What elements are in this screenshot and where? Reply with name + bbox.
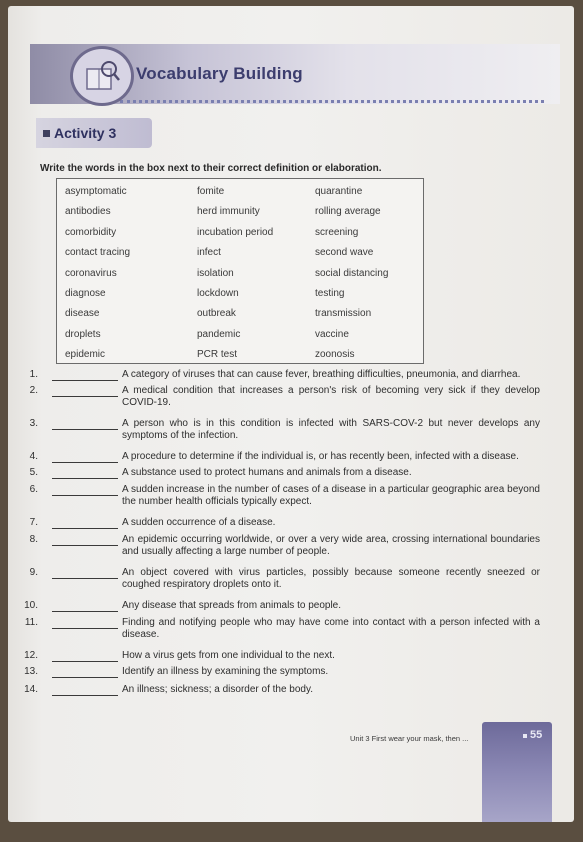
answer-blank[interactable] <box>52 396 118 397</box>
word-box-term: vaccine <box>315 328 349 340</box>
definition-text: How a virus gets from one individual to the next. <box>122 650 335 661</box>
word-box-term: isolation <box>197 267 234 279</box>
definition-text: An illness; sickness; a disorder of the body. <box>122 684 314 695</box>
word-box-term: lockdown <box>197 288 239 299</box>
word-box-term: second wave <box>315 247 374 259</box>
word-box-term: disease <box>65 308 100 320</box>
word-box-term: rolling average <box>315 206 381 218</box>
word-box-term: comorbidity <box>65 226 117 238</box>
word-box-term: infect <box>197 247 221 259</box>
word-box-term: contact tracing <box>65 247 131 259</box>
item-number: 7. <box>29 517 38 528</box>
page-number: 55 <box>530 729 543 741</box>
page-title: Vocabulary Building <box>136 64 303 83</box>
magnifier-book-icon <box>70 46 134 106</box>
answer-blank[interactable] <box>52 429 118 430</box>
answer-blank[interactable] <box>52 677 118 678</box>
definition-text: Finding and notifying people who may have come into contact with a person infected with a disease. <box>122 617 540 640</box>
item-number: 10. <box>24 600 38 611</box>
item-number: 14. <box>24 684 38 695</box>
word-box-term: droplets <box>65 328 101 340</box>
textbook-page <box>8 6 574 822</box>
definition-text: Identify an illness by examining the symptoms. <box>122 666 329 677</box>
answer-blank[interactable] <box>52 462 118 463</box>
activity-tab <box>36 118 152 148</box>
word-box-term: zoonosis <box>315 349 355 361</box>
definition-text: An object covered with virus particles, possibly because someone recently sneezed or coughed respiratory droplets onto it. <box>122 567 540 590</box>
item-number: 8. <box>29 534 38 545</box>
answer-blank[interactable] <box>52 578 118 579</box>
item-number: 12. <box>24 650 38 661</box>
word-box-term: herd immunity <box>197 206 260 218</box>
definition-text: A substance used to protect humans and animals from a disease. <box>122 467 412 478</box>
definition-text: A medical condition that increases a person's risk of becoming very sick if they develop COVID-19. <box>122 385 540 408</box>
square-bullet-icon <box>43 130 50 137</box>
instruction-text: Write the words in the box next to their correct definition or elaboration. <box>40 163 382 174</box>
word-box-term: pandemic <box>197 328 241 340</box>
item-number: 1. <box>29 369 38 380</box>
word-box-term: fomite <box>197 186 225 197</box>
activity-label: Activity 3 <box>54 125 117 141</box>
item-number: 6. <box>29 484 38 495</box>
answer-blank[interactable] <box>52 611 118 612</box>
word-box-term: incubation period <box>197 226 274 238</box>
answer-blank[interactable] <box>52 695 118 696</box>
word-box-term: outbreak <box>197 308 236 320</box>
answer-blank[interactable] <box>52 545 118 546</box>
definition-text: A sudden occurrence of a disease. <box>122 517 276 528</box>
definition-text: An epidemic occurring worldwide, or over a very wide area, crossing international boundaries and usually affecting a large number of people. <box>122 534 540 557</box>
word-box-term: PCR test <box>197 349 238 361</box>
answer-blank[interactable] <box>52 478 118 479</box>
word-box-term: diagnose <box>65 288 106 299</box>
definition-text: A person who is in this condition is infected with SARS-COV-2 but never develops any symptoms of the infection. <box>122 418 540 441</box>
word-box-term: screening <box>315 226 359 238</box>
word-box-term: transmission <box>315 308 372 320</box>
definition-text: A category of viruses that can cause fever, breathing difficulties, pneumonia, and diarrhea. <box>122 369 521 380</box>
item-number: 4. <box>29 451 38 462</box>
word-box <box>56 178 424 364</box>
definition-text: Any disease that spreads from animals to people. <box>122 600 342 611</box>
word-box-term: testing <box>315 288 345 299</box>
answer-blank[interactable] <box>52 380 118 381</box>
definition-text: A sudden increase in the number of cases of a disease in a particular geographic area beyond the number health officials typically expect. <box>122 484 540 507</box>
answer-blank[interactable] <box>52 628 118 629</box>
word-box-term: antibodies <box>65 206 111 218</box>
header-divider <box>120 100 544 103</box>
answer-blank[interactable] <box>52 495 118 496</box>
item-number: 5. <box>29 467 38 478</box>
item-number: 13. <box>24 666 38 677</box>
word-box-term: quarantine <box>315 186 363 197</box>
item-number: 11. <box>24 617 38 628</box>
item-number: 3. <box>29 418 38 429</box>
footer-unit-text: Unit 3 First wear your mask, then ... <box>350 734 469 743</box>
word-box-term: coronavirus <box>65 267 117 279</box>
item-number: 2. <box>29 385 38 396</box>
word-box-term: epidemic <box>65 349 106 361</box>
answer-blank[interactable] <box>52 661 118 662</box>
definition-text: A procedure to determine if the individual is, or has recently been, infected with a disease. <box>122 451 519 462</box>
word-box-term: social distancing <box>315 267 389 279</box>
answer-blank[interactable] <box>52 528 118 529</box>
page-number-marker <box>523 734 527 738</box>
word-box-term: asymptomatic <box>65 186 127 197</box>
item-number: 9. <box>29 567 38 578</box>
